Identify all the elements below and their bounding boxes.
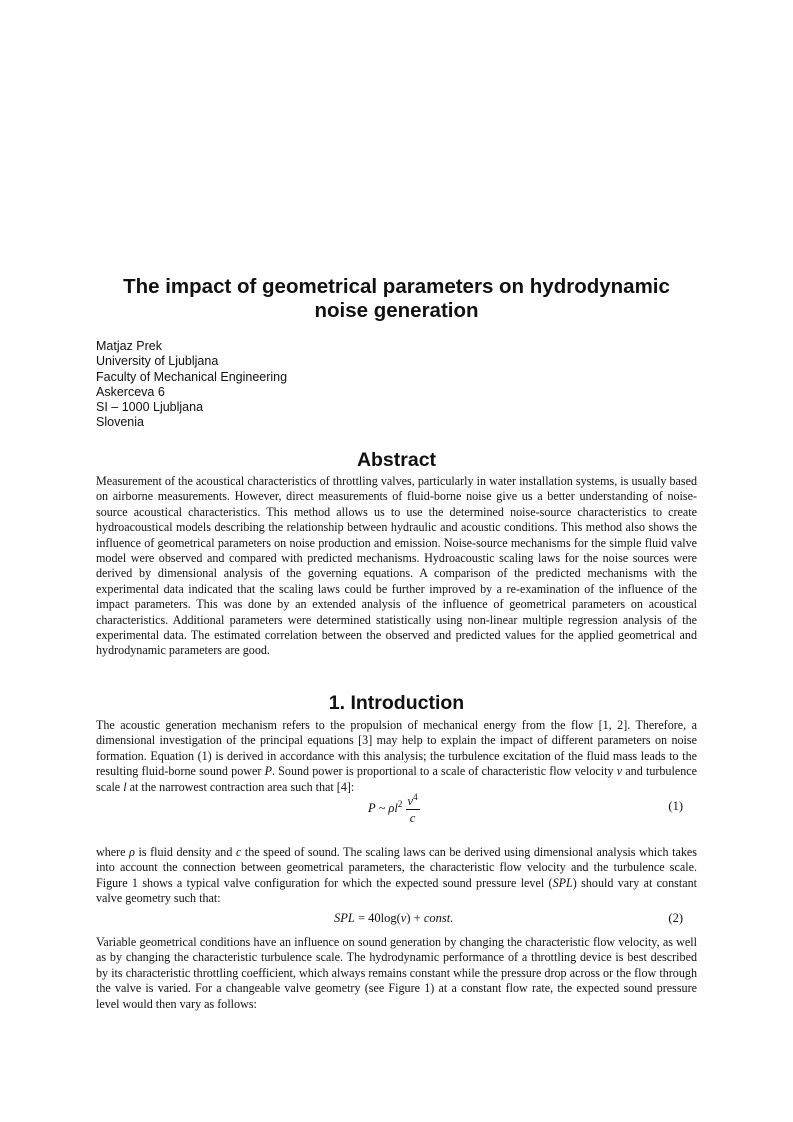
author-street: Askerceva 6: [96, 384, 165, 399]
equation-2-log: = 40log: [357, 911, 397, 925]
abstract-heading: Abstract: [356, 449, 437, 471]
author-faculty: Faculty of Mechanical Engineering: [96, 369, 288, 384]
equation-1-number: (1): [668, 799, 683, 813]
equation-1-lhs: P ~ $\rho l^2$: [368, 799, 403, 816]
equation-2-number: (2): [668, 911, 683, 925]
abstract-text: Measurement of the acoustical characteristics of throttling valves, particularly in water installation systems, is usually based on airborne measurements. However, direct measurements of fluid-borne noise give us a better understanding of noise-source acoustical characteristics. This method allows us to use the determined noise-source characteristics to create hydroacoustical models describing the relationship between hydraulic and acoustic conditions. This method also shows the influence of geometrical parameters on noise production and emission. Noise-source mechanisms for the simple fluid valve model were observed and compared with predicted mechanisms. Hydroacoustic scaling laws for the noise sources were derived by dimensional analysis of the governing equations. A comparison of the predicted mechanisms with the experimental data indicated that the scaling laws could be further improved by a re-examination of the influence of the impact parameters. This was done by an extended analysis of the influence of geometrical parameters on acoustical characteristics. Additional parameters were determined statistically using non-linear multiple regression analysis of the experimental data. The estimated correlation between the observed and predicted values for the applied geometrical and hydrodynamic parameters are good.: [96, 474, 697, 658]
introduction-heading: 1. Introduction: [328, 692, 465, 714]
author-block: [96, 339, 287, 431]
paper-title: The impact of geometrical parameters on hydrodynamic noise generation: [123, 275, 670, 322]
author-name: Matjaz Prek: [96, 339, 162, 353]
author-city: SI – 1000 Ljubljana: [96, 400, 204, 415]
author-country: Slovenia: [96, 415, 144, 430]
equation-2: SPL = 40log(v) + const. (2): [334, 911, 683, 925]
equation-2-const: const.: [423, 911, 454, 925]
intro-paragraph-2: where ρ is fluid density and c the speed of sound. The scaling laws can be derived using dimensional analysis which takes into account the connection between geometrical parameters, the characteristic flow velocity and the turbulence scale. Figure 1 shows a typical valve configuration for which the expected sound pressure level (SPL) should vary at constant valve geometry such that:: [96, 845, 697, 906]
equation-2-var: v: [400, 911, 407, 925]
equation-1-fraction: $\frac{v^4}{c}$: [406, 789, 420, 826]
equation-2-lhs: SPL: [334, 911, 355, 925]
equation-1: [96, 789, 697, 825]
equation-2-plus: +: [413, 911, 421, 925]
intro-paragraph-1: The acoustic generation mechanism refers to the propulsion of mechanical energy from the flow [1, 2]. Therefore, a dimensional investigation of the principal equations [3] may help to explain the impact of different parameters on noise formation. Equation (1) is derived in accordance with this analysis; the turbulence excitation of the fluid mass leads to the resulting fluid-borne sound power P. Sound power is proportional to a scale of characteristic flow velocity v and turbulence scale l at the narrowest contraction area such that [4]:: [96, 718, 697, 794]
intro-paragraph-3: Variable geometrical conditions have an influence on sound generation by changing the characteristic flow velocity, as well as by changing the characteristic turbulence scale. The hydrodynamic performance of a throttling device is best described by its characteristic throttling coefficient, which always remains constant while the pressure drop across or the flow through the valve is varied. For a changeable valve geometry (see Figure 1) at a constant flow rate, the expected sound pressure level would then vary as follows:: [96, 935, 697, 1011]
author-university: University of Ljubljana: [96, 354, 219, 369]
